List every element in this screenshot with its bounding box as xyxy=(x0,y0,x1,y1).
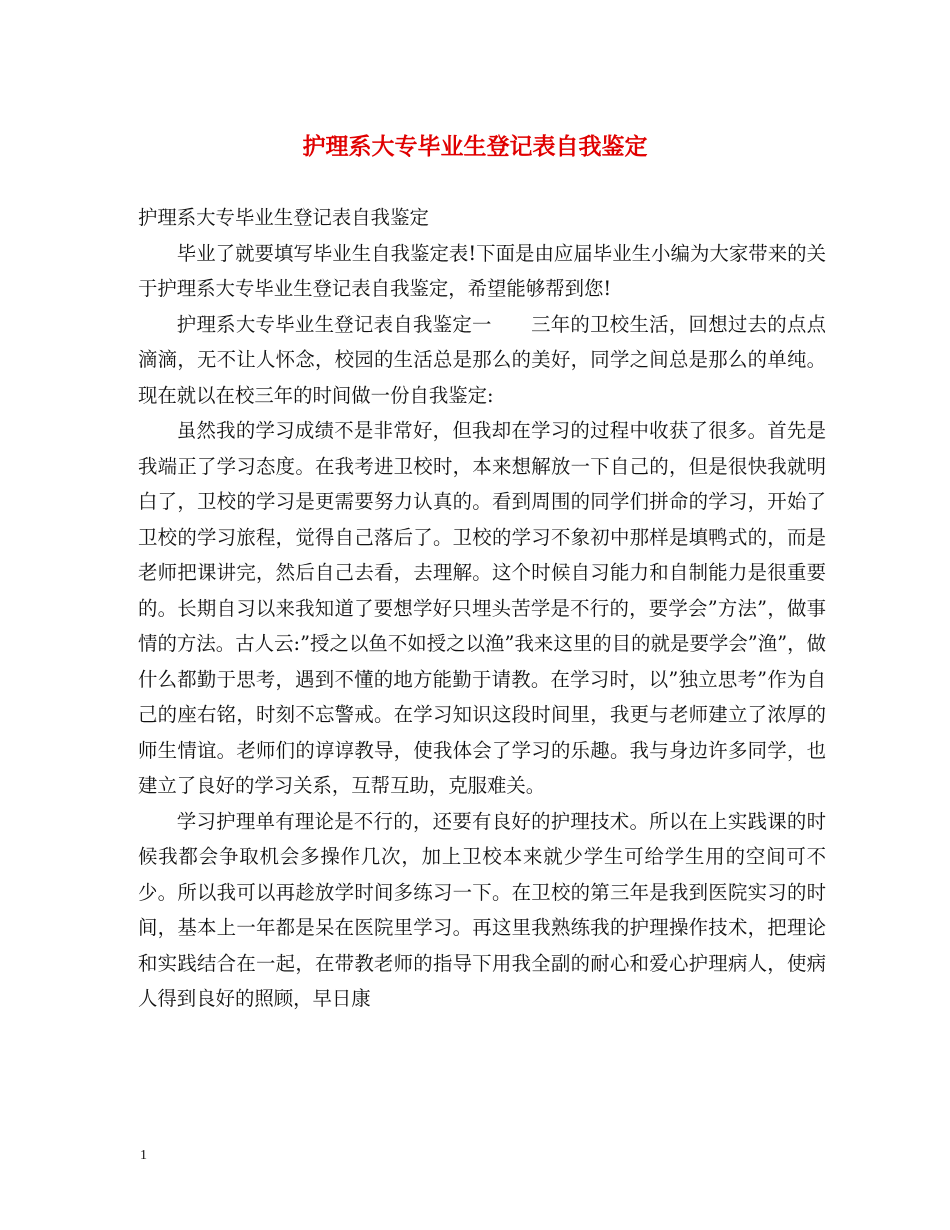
section-one-paragraph: 护理系大专毕业生登记表自我鉴定一 三年的卫校生活，回想过去的点点滴滴，无不让人怀念，校园的生活总是那么的美好，同学之间总是那么的单纯。现在就以在校三年的时间做一份自我鉴定: xyxy=(138,312,826,407)
intro-paragraph: 毕业了就要填写毕业生自我鉴定表!下面是由应届毕业生小编为大家带来的关于护理系大专毕业生登记表自我鉴定，希望能够帮到您! xyxy=(138,241,826,300)
document-body xyxy=(138,200,826,1017)
body-heading: 护理系大专毕业生登记表自我鉴定 xyxy=(138,206,429,229)
practice-paragraph: 学习护理单有理论是不行的，还要有良好的护理技术。所以在上实践课的时候我都会争取机会多操作几次，加上卫校本来就少学生可给学生用的空间可不少。所以我可以再趁放学时间多练习一下。在卫校的第三年是我到医院实习的时间，基本上一年都是呆在医院里学习。再这里我熟练我的护理操作技术，把理论和实践结合在一起，在带教老师的指导下用我全副的耐心和爱心护理病人，使病人得到良好的照顾，早日康 xyxy=(138,809,826,1010)
study-paragraph: 虽然我的学习成绩不是非常好，但我却在学习的过程中收获了很多。首先是我端正了学习态度。在我考进卫校时，本来想解放一下自己的，但是很快我就明白了，卫校的学习是更需要努力认真的。看到周围的同学们拼命的学习，开始了卫校的学习旅程，觉得自己落后了。卫校的学习不象初中那样是填鸭式的，而是老师把课讲完，然后自己去看，去理解。这个时候自习能力和自制能力是很重要的。长期自习以来我知道了要想学好只埋头苦学是不行的，要学会”方法”，做事情的方法。古人云:”授之以鱼不如授之以渔”我来这里的目的就是要学会”渔”，做什么都勤于思考，遇到不懂的地方能勤于请教。在学习时，以”独立思考”作为自己的座右铭，时刻不忘警戒。在学习知识这段时间里，我更与老师建立了浓厚的师生情谊。老师们的谆谆教导，使我体会了学习的乐趣。我与身边许多同学，也建立了良好的学习关系，互帮互助，克服难关。 xyxy=(138,419,826,797)
document-title: 护理系大专毕业生登记表自我鉴定 xyxy=(302,134,648,160)
page-number: 1 xyxy=(140,1148,147,1163)
